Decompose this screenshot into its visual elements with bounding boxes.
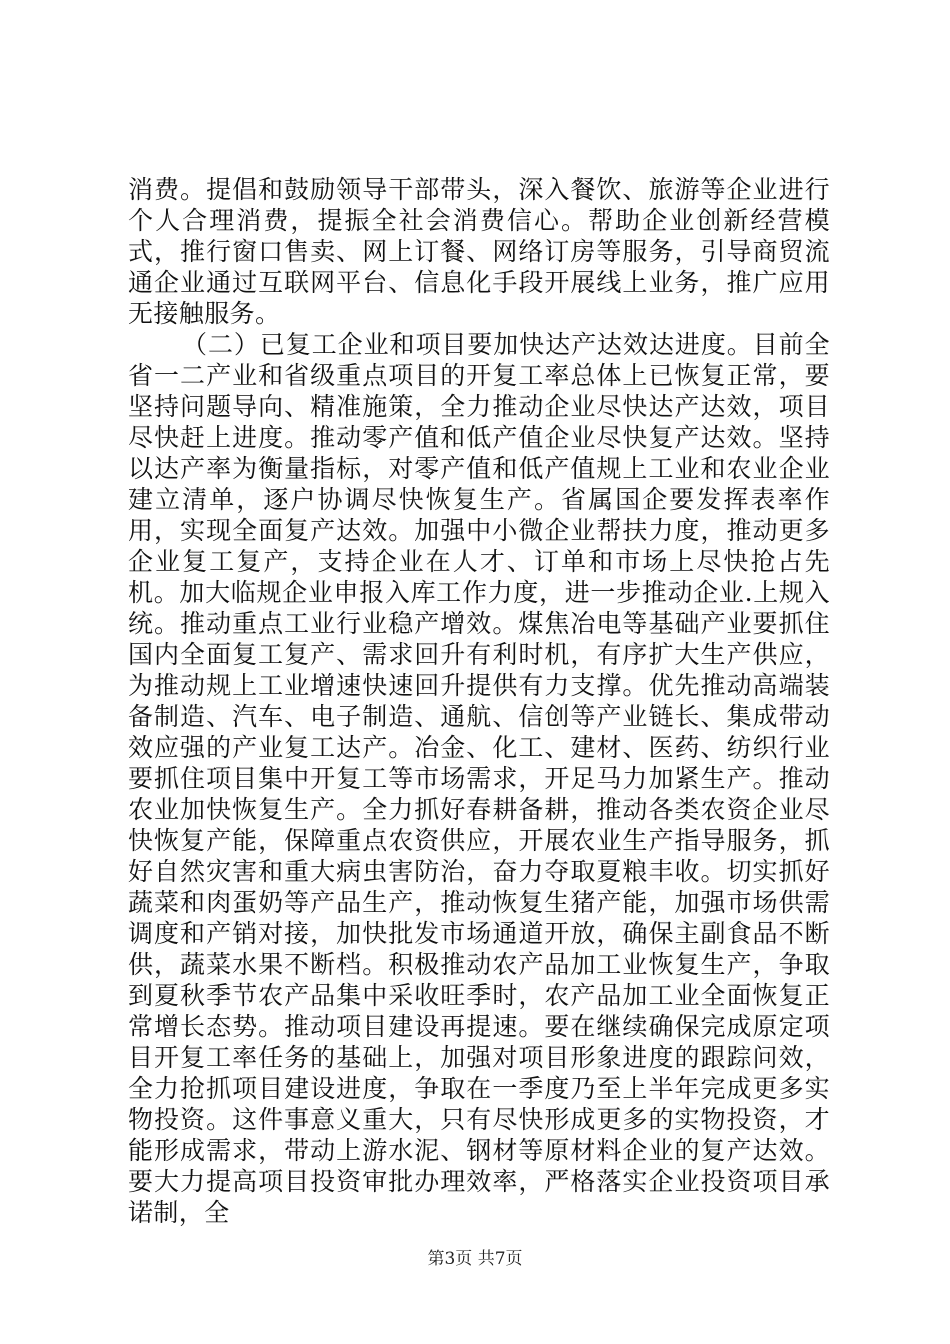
paragraph-section-two: （二）已复工企业和项目要加快达产达效达进度。目前全省一二产业和省级重点项目的开复工率总体上已恢复正常，要坚持问题导向、精准施策，全力推动企业尽快达产达效，项目尽快赶上进度。推动零产值和低产值企业尽快复产达效。坚持以达产率为衡量指标，对零产值和低产值规上工业和农业企业建立清单，逐户协调尽快恢复生产。省属国企要发挥表率作用，实现全面复产达效。加强中小微企业帮扶力度，推动更多企业复工复产，支持企业在人才、订单和市场上尽快抢占先机。加大临规企业申报入库工作力度，进一步推动企业.上规入统。推动重点工业行业稳产增效。煤焦冶电等基础产业要抓住国内全面复工复产、需求回升有利时机，有序扩大生产供应，为推动规上工业增速快速回升提供有力支撑。优先推动高端装备制造、汽车、电子制造、通航、信创等产业链长、集成带动效应强的产业复工达产。冶金、化工、建材、医药、纺织行业要抓住项目集中开复工等市场需求，开足马力加紧生产。推动农业加快恢复生产。全力抓好春耕备耕，推动各类农资企业尽快恢复产能，保障重点农资供应，开展农业生产指导服务，抓好自然灾害和重大病虫害防治，奋力夺取夏粮丰收。切实抓好蔬菜和肉蛋奶等产品生产，推动恢复生猪产能，加强市场供需调度和产销对接，加快批发市场通道开放，确保主副食品不断供，蔬菜水果不断档。积极推动农产品加工业恢复生产，争取到夏秋季节农产品集中采收旺季时，农产品加工业全面恢复正常增长态势。推动项目建设再提速。要在继续确保完成原定项目开复工率任务的基础上，加强对项目形象进度的跟踪问效，全力抢抓项目建设进度，争取在一季度乃至上半年完成更多实物投资。这件事意义重大，只有尽快形成更多的实物投资，才能形成需求，带动上游水泥、钢材等原材料企业的复产达效。要大力提高项目投资审批办理效率，严格落实企业投资项目承诺制，全 xyxy=(128,330,830,1227)
document-body xyxy=(128,174,830,1228)
page-number-footer: 第3页 共7页 xyxy=(427,1249,523,1269)
paragraph-continuation: 消费。提倡和鼓励领导干部带头，深入餐饮、旅游等企业进行个人合理消费，提振全社会消费信心。帮助企业创新经营模式，推行窗口售卖、网上订餐、网络订房等服务，引导商贸流通企业通过互联网平台、信息化手段开展线上业务，推广应用无接触服务。 xyxy=(128,175,830,328)
